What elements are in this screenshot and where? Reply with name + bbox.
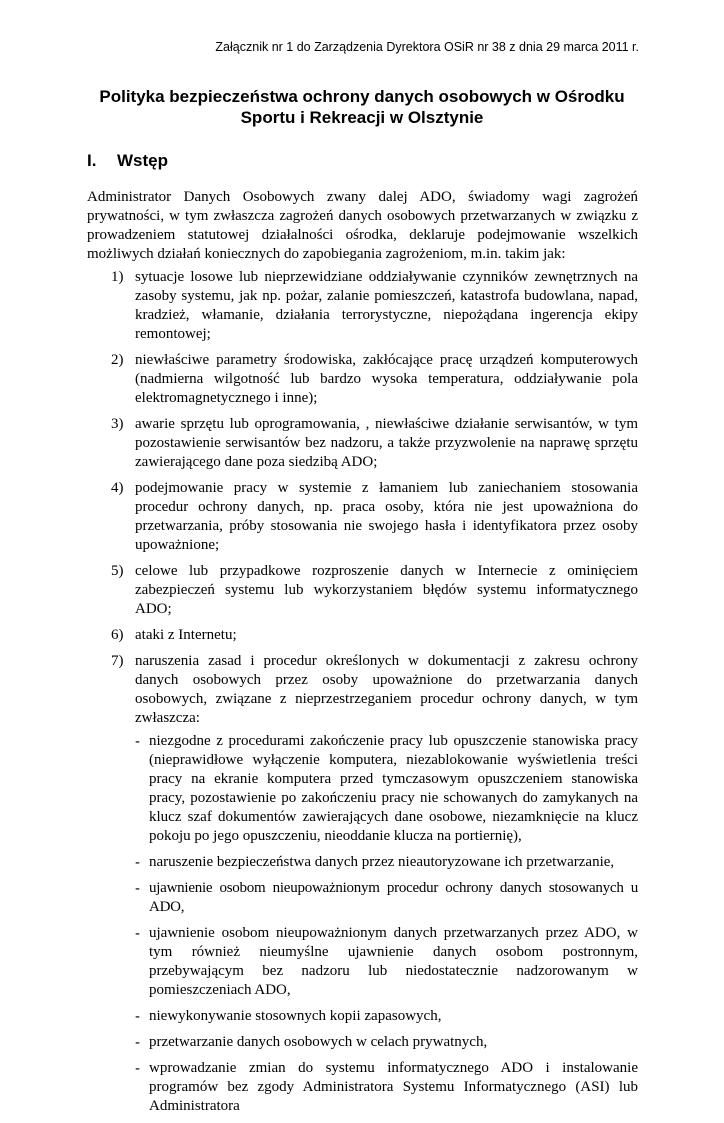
sublist-item xyxy=(135,924,638,1000)
subitem-text: naruszenie bezpieczeństwa danych przez nieautoryzowane ich przetwarzanie, xyxy=(149,854,615,870)
document-title xyxy=(60,86,664,128)
dash-bullet: - xyxy=(135,925,140,942)
sublist-item xyxy=(135,853,638,872)
item-number: 2) xyxy=(111,352,124,368)
item-text: podejmowanie pracy w systemie z łamaniem lub zaniechaniem stosowania procedur ochrony danych, np. praca osoby, która nie jest upoważniona do przetwarzania, próby stosowania nie swojego hasła i identyfikatora przez osoby upoważnione; xyxy=(135,480,638,553)
subitem-text: przetwarzanie danych osobowych w celach prywatnych, xyxy=(149,1034,488,1050)
list-item xyxy=(87,562,638,619)
item-text: awarie sprzętu lub oprogramowania, , niewłaściwe działanie serwisantów, w tym pozostawienie serwisantów bez nadzoru, a także przyzwolenie na naprawę sprzętu zawierającego dane poza siedzibą ADO; xyxy=(135,416,638,470)
list-item xyxy=(87,652,638,1116)
item-number: 4) xyxy=(111,480,124,496)
intro-paragraph: Administrator Danych Osobowych zwany dalej ADO, świadomy wagi zagrożeń prywatności, w tym zwłaszcza zagrożeń danych osobowych przetwarzanych w związku z prowadzeniem statutowej działalności ośrodka, deklaruje podejmowanie wszelkich możliwych działań koniecznych do zapobiegania zagrożeniom, m.in. takim jak: xyxy=(87,189,638,262)
list-item xyxy=(87,351,638,408)
subitem-text: ujawnienie osobom nieupoważnionym danych przetwarzanych przez ADO, w tym również nieumyślne ujawnienie danych osobom postronnym, przebywającym bez nadzoru lub niedostatecznie nadzorowanym w pomieszczeniach ADO, xyxy=(149,925,638,998)
item-number: 3) xyxy=(111,416,124,432)
sublist-item xyxy=(135,1007,638,1026)
item-number: 7) xyxy=(111,653,124,669)
dash-bullet: - xyxy=(135,880,140,897)
dash-bullet: - xyxy=(135,1060,140,1077)
item-text: sytuacje losowe lub nieprzewidziane oddziaływanie czynników zewnętrznych na zasoby systemu, jak np. pożar, zalanie pomieszczeń, katastrofa budowlana, napad, kradzież, włamanie, działania terrorystyczne, niepożądana ingerencja ekipy remontowej; xyxy=(135,269,638,342)
item-text: ataki z Internetu; xyxy=(135,627,237,643)
violation-sublist xyxy=(135,732,638,1116)
subitem-text: ujawnienie osobom nieupoważnionym procedur ochrony danych stosowanych u ADO, xyxy=(149,880,638,915)
threat-list xyxy=(87,268,638,1116)
title-line-1: Polityka bezpieczeństwa ochrony danych osobowych w Ośrodku xyxy=(99,87,625,106)
item-text: niewłaściwe parametry środowiska, zakłócające pracę urządzeń komputerowych (nadmierna wilgotność lub bardzo wysoka temperatura, oddziaływanie pola elektromagnetycznego i inne); xyxy=(135,352,638,406)
dash-bullet: - xyxy=(135,1008,140,1025)
dash-bullet: - xyxy=(135,1034,140,1051)
section-title: Wstęp xyxy=(117,151,168,170)
sublist-item xyxy=(135,1059,638,1116)
item-number: 6) xyxy=(111,627,124,643)
sublist-item xyxy=(135,732,638,846)
section-number: I. xyxy=(87,151,97,170)
list-item xyxy=(87,268,638,344)
attachment-note: Załącznik nr 1 do Zarządzenia Dyrektora OSiR nr 38 z dnia 29 marca 2011 r. xyxy=(215,40,639,54)
subitem-text: niezgodne z procedurami zakończenie pracy lub opuszczenie stanowiska pracy (nieprawidłowe wyłączenie komputera, niezablokowanie wyświetlenia treści pracy na ekranie komputera przed tymczasowym opuszczeniem stanowiska pracy, pozostawienie po zakończeniu pracy nie schowanych do zamykanych na klucz szaf dokumentów zawierających dane osobowe, niezamknięcie na klucz pokoju po jego opuszczeniu, nieoddanie klucza na portiernię), xyxy=(149,733,638,844)
section-heading xyxy=(87,151,168,171)
document-body xyxy=(87,188,638,1123)
list-item xyxy=(87,479,638,555)
subitem-text: niewykonywanie stosownych kopii zapasowych, xyxy=(149,1008,442,1024)
dash-bullet: - xyxy=(135,854,140,871)
item-text: naruszenia zasad i procedur określonych w dokumentacji z zakresu ochrony danych osobowych przez osoby upoważnione do przetwarzania danych osobowych, związane z nieprzestrzeganiem procedur ochrony danych, w tym zwłaszcza: xyxy=(135,653,638,726)
sublist-item xyxy=(135,1033,638,1052)
item-number: 1) xyxy=(111,269,124,285)
item-text: celowe lub przypadkowe rozproszenie danych w Internecie z ominięciem zabezpieczeń systemu lub wykorzystaniem błędów systemu informatycznego ADO; xyxy=(135,563,638,617)
dash-bullet: - xyxy=(135,733,140,750)
item-number: 5) xyxy=(111,563,124,579)
list-item xyxy=(87,626,638,645)
subitem-text: wprowadzanie zmian do systemu informatycznego ADO i instalowanie programów bez zgody Administratora Systemu Informatycznego (ASI) lub Administratora xyxy=(149,1060,638,1114)
list-item xyxy=(87,415,638,472)
sublist-item xyxy=(135,879,638,917)
title-line-2: Sportu i Rekreacji w Olsztynie xyxy=(240,108,484,127)
